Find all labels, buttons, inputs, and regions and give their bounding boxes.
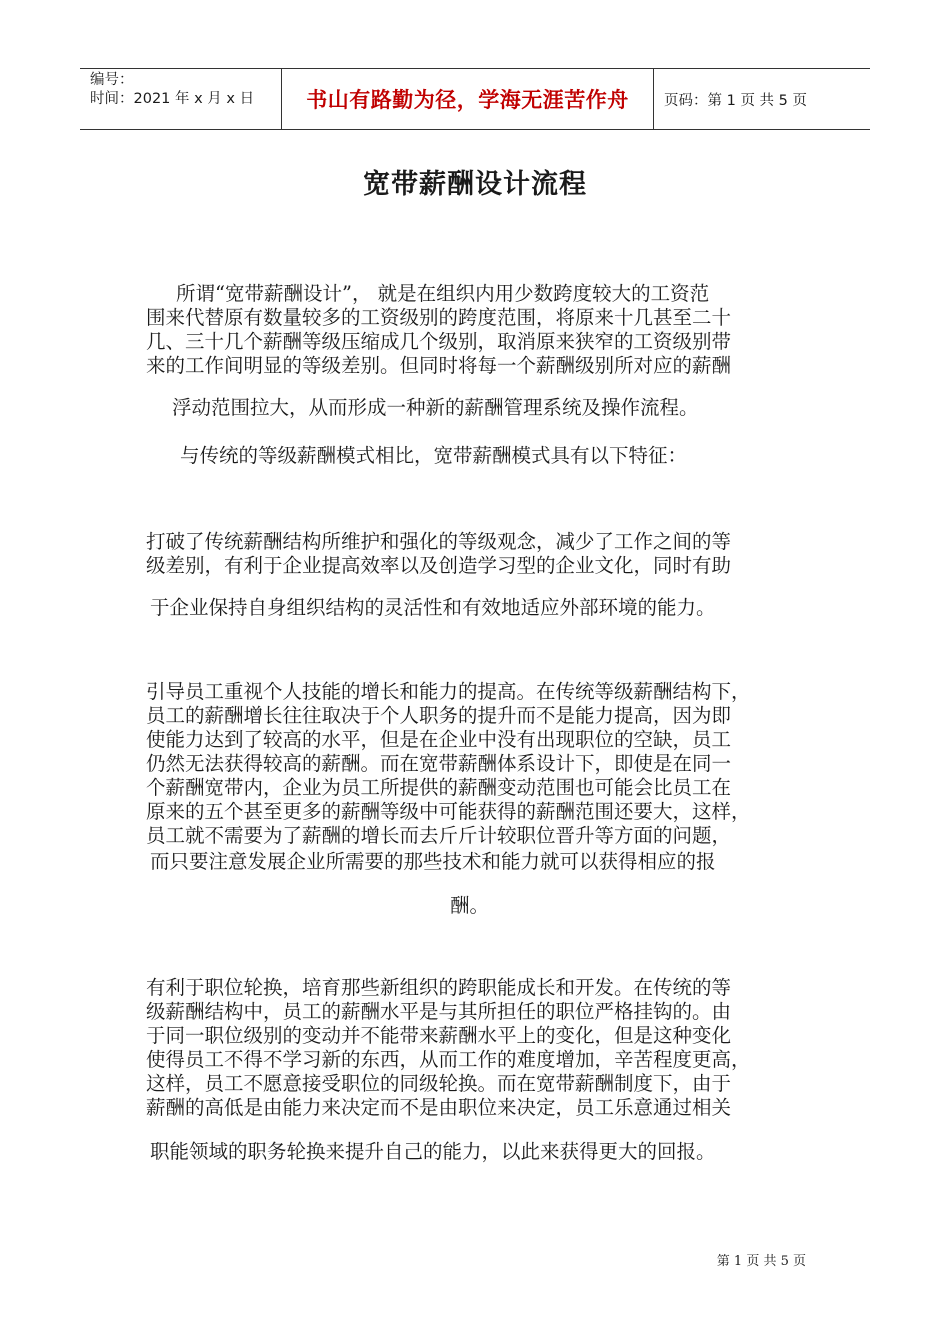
text-line: 职能领域的职务轮换来提升自己的能力，以此来获得更大的回报。 (150, 1140, 716, 1163)
text-line: 仍然无法获得较高的薪酬。而在宽带薪酬体系设计下，即使是在同一 (146, 752, 732, 775)
text-line: 几、三十几个薪酬等级压缩成几个级别，取消原来狭窄的工资级别带 (146, 330, 732, 353)
text-line: 于同一职位级别的变动并不能带来薪酬水平上的变化，但是这种变化 (146, 1024, 732, 1047)
time-label: 时间：2021 年 x 月 x 日 (90, 91, 255, 107)
text-line: 使得员工不得不学习新的东西，从而工作的难度增加，辛苦程度更高， (146, 1048, 751, 1071)
text-line: 所谓“宽带薪酬设计”， 就是在组织内用少数跨度较大的工资范 (176, 282, 710, 305)
text-line: 围来代替原有数量较多的工资级别的跨度范围，将原来十几甚至二十 (146, 306, 732, 329)
text-line: 个薪酬宽带内，企业为员工所提供的薪酬变动范围也可能会比员工在 (146, 776, 732, 799)
header-page-label: 页码：第 1 页 共 5 页 (664, 92, 807, 109)
header-meta (80, 69, 282, 129)
text-line: 薪酬的高低是由能力来决定而不是由职位来决定，员工乐意通过相关 (146, 1096, 732, 1119)
text-line: 来的工作间明显的等级差别。但同时将每一个薪酬级别所对应的薪酬 (146, 354, 732, 377)
text-line: 与传统的等级薪酬模式相比，宽带薪酬模式具有以下特征： (180, 444, 688, 467)
text-line: 级差别，有利于企业提高效率以及创造学习型的企业文化，同时有助 (146, 554, 732, 577)
text-line: 使能力达到了较高的水平，但是在企业中没有出现职位的空缺，员工 (146, 728, 732, 751)
text-line: 员工的薪酬增长往往取决于个人职务的提升而不是能力提高，因为即 (146, 704, 732, 727)
text-line: 这样，员工不愿意接受职位的同级轮换。而在宽带薪酬制度下，由于 (146, 1072, 732, 1095)
document-header (80, 68, 870, 130)
text-line: 引导员工重视个人技能的增长和能力的提高。在传统等级薪酬结构下， (146, 680, 751, 703)
text-line: 员工就不需要为了薪酬的增长而去斤斤计较职位晋升等方面的问题， (146, 824, 732, 847)
text-line: 浮动范围拉大，从而形成一种新的薪酬管理系统及操作流程。 (172, 396, 699, 419)
number-label: 编号： (90, 72, 134, 88)
header-motto: 书山有路勤为径，学海无涯苦作舟 (282, 69, 654, 129)
text-line: 原来的五个甚至更多的薪酬等级中可能获得的薪酬范围还要大，这样， (146, 800, 751, 823)
document-title: 宽带薪酬设计流程 (363, 169, 587, 200)
text-line: 而只要注意发展企业所需要的那些技术和能力就可以获得相应的报 (150, 850, 716, 873)
text-line: 级薪酬结构中，员工的薪酬水平是与其所担任的职位严格挂钩的。由 (146, 1000, 732, 1023)
text-line: 有利于职位轮换，培育那些新组织的跨职能成长和开发。在传统的等 (146, 976, 732, 999)
page-footer: 第 1 页 共 5 页 (716, 1254, 806, 1269)
text-line: 打破了传统薪酬结构所维护和强化的等级观念，减少了工作之间的等 (146, 530, 732, 553)
text-line: 于企业保持自身组织结构的灵活性和有效地适应外部环境的能力。 (150, 596, 716, 619)
text-line: 酬。 (450, 894, 490, 917)
